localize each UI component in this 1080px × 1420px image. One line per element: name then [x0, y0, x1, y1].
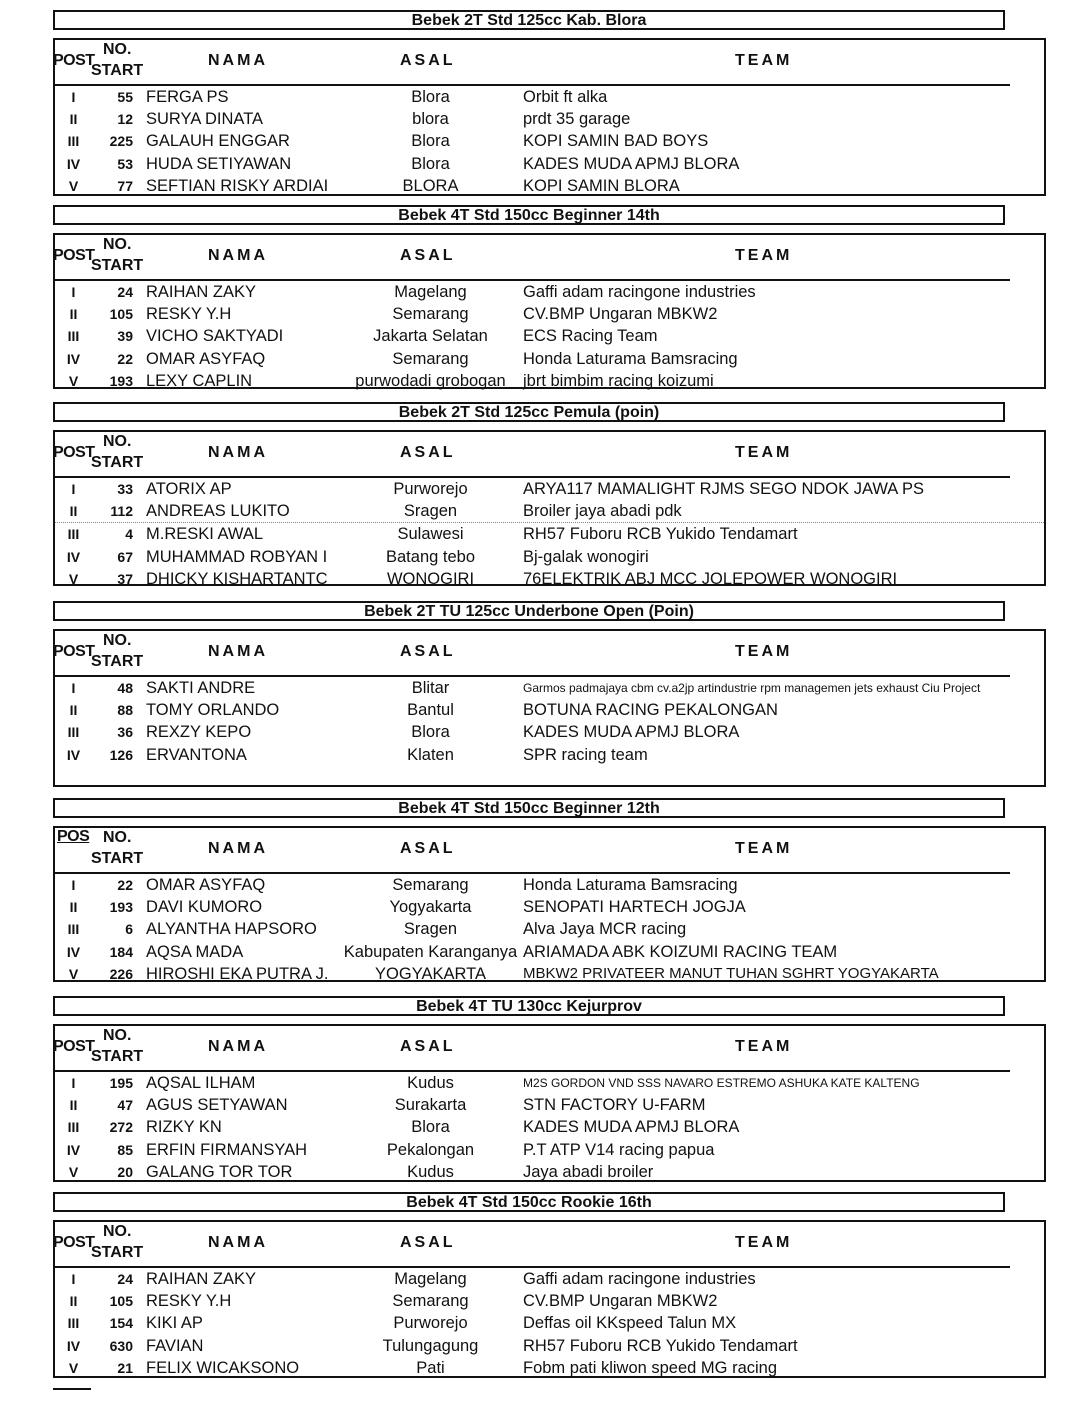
table-row: [55, 721, 1044, 743]
cell-start-number: 22: [117, 877, 133, 893]
cell-asal: BLORA: [402, 176, 459, 195]
table-row: [55, 744, 1044, 766]
cell-start-number: 112: [110, 503, 133, 520]
cell-nama: FELIX WICAKSONO: [146, 1358, 300, 1377]
cell-nama: GALAUH ENGGAR: [146, 132, 290, 151]
header-asal: ASAL: [400, 1234, 456, 1251]
cell-asal: Pati: [416, 1358, 445, 1377]
cell-pos: III: [67, 921, 80, 938]
cell-pos: II: [69, 899, 78, 916]
results-table: [53, 430, 1046, 586]
cell-start-number: 85: [117, 1141, 133, 1158]
cell-start-number: 21: [117, 1359, 133, 1376]
cell-pos: III: [67, 526, 80, 543]
table-row: [55, 478, 1044, 500]
cell-pos: III: [67, 1315, 80, 1332]
section-title: Bebek 4T TU 130cc Kejurprov: [53, 996, 1005, 1016]
cell-nama: MUHAMMAD ROBYAN I: [146, 547, 328, 566]
cell-start-number: 22: [117, 350, 133, 367]
cell-start-number: 55: [117, 89, 133, 105]
cell-nama: KIKI AP: [146, 1314, 203, 1333]
cell-pos: IV: [66, 1337, 81, 1354]
cell-start-number: 195: [109, 1075, 133, 1091]
cell-asal: Semarang: [392, 876, 469, 894]
table-row: [55, 874, 1044, 896]
cell-team: KADES MUDA APMJ BLORA: [523, 154, 740, 173]
header-pos: POST: [53, 1234, 95, 1251]
header-start: START: [91, 850, 144, 867]
header-asal: ASAL: [400, 52, 456, 69]
cell-start-number: 126: [109, 746, 133, 763]
cell-start-number: 48: [117, 680, 133, 696]
cell-start-number: 105: [109, 306, 133, 323]
table-row: [55, 1139, 1044, 1161]
cell-pos: II: [69, 1293, 78, 1310]
cell-nama: AQSAL ILHAM: [146, 1074, 256, 1092]
cell-team: Jaya abadi broiler: [523, 1162, 654, 1181]
header-no: NO.: [103, 1027, 132, 1044]
cell-pos: II: [69, 503, 78, 520]
table-row: [55, 1161, 1044, 1183]
table-header: [55, 1222, 1010, 1268]
header-team: TEAM: [735, 444, 793, 461]
cell-team: Honda Laturama Bamsracing: [523, 349, 738, 368]
cell-team: Gaffi adam racingone industries: [523, 1270, 756, 1288]
section-title: Bebek 2T Std 125cc Pemula (poin): [53, 402, 1005, 422]
cell-nama: REXZY KEPO: [146, 723, 252, 742]
cell-team: ARYA117 MAMALIGHT RJMS SEGO NDOK JAWA PS: [523, 480, 924, 498]
cell-team: P.T ATP V14 racing papua: [523, 1140, 715, 1159]
cell-nama: ANDREAS LUKITO: [146, 502, 290, 521]
table-row: [55, 1094, 1044, 1116]
header-asal: ASAL: [400, 444, 456, 461]
cell-pos: III: [67, 1119, 80, 1136]
header-no: NO.: [103, 632, 132, 649]
header-nama: NAMA: [208, 247, 268, 264]
cell-start-number: 184: [109, 943, 133, 960]
cell-nama: FAVIAN: [146, 1336, 204, 1355]
cell-nama: SEFTIAN RISKY ARDIAI: [146, 176, 329, 195]
cell-asal: Semarang: [392, 305, 469, 324]
cell-asal: Yogyakarta: [389, 898, 472, 917]
cell-pos: IV: [66, 155, 81, 172]
cell-nama: ERFIN FIRMANSYAH: [146, 1140, 308, 1159]
table-row: [55, 175, 1044, 197]
cell-nama: DAVI KUMORO: [146, 898, 263, 917]
header-nama: NAMA: [208, 1234, 268, 1251]
cell-team: KADES MUDA APMJ BLORA: [523, 723, 740, 742]
cell-asal: Kudus: [407, 1162, 454, 1181]
table-header: [55, 235, 1010, 281]
cell-pos: V: [68, 570, 79, 587]
cell-nama: M.RESKI AWAL: [146, 525, 264, 544]
table-row: [55, 1290, 1044, 1312]
cell-start-number: 33: [117, 481, 133, 497]
cell-team: Orbit ft alka: [523, 88, 608, 106]
header-asal: ASAL: [400, 1038, 456, 1055]
cell-pos: I: [71, 1075, 76, 1091]
results-table: [53, 629, 1046, 787]
cell-team: Gaffi adam racingone industries: [523, 283, 756, 301]
cell-asal: Jakarta Selatan: [373, 327, 488, 346]
cell-asal: Blora: [411, 154, 450, 173]
cell-team: BOTUNA RACING PEKALONGAN: [523, 701, 778, 720]
cell-asal: blora: [412, 110, 449, 129]
cell-asal: Purworejo: [393, 480, 468, 498]
cell-start-number: 630: [109, 1337, 133, 1354]
cell-nama: ATORIX AP: [146, 480, 232, 498]
cell-pos: IV: [66, 943, 81, 960]
cell-asal: Sragen: [403, 502, 458, 521]
cell-asal: WONOGIRI: [386, 569, 475, 588]
cell-nama: OMAR ASYFAQ: [146, 876, 266, 894]
cell-nama: GALANG TOR TOR: [146, 1162, 293, 1181]
table-row: [55, 325, 1044, 347]
cell-team: prdt 35 garage: [523, 110, 631, 129]
cell-start-number: 20: [117, 1163, 133, 1180]
cell-start-number: 226: [109, 965, 133, 982]
cell-pos: II: [69, 306, 78, 323]
header-pos: POST: [53, 444, 95, 461]
cell-asal: Tulungagung: [382, 1336, 479, 1355]
cell-start-number: 12: [117, 111, 133, 128]
cell-nama: HIROSHI EKA PUTRA J.: [146, 964, 329, 983]
cell-start-number: 193: [109, 899, 133, 916]
cell-team: Alva Jaya MCR racing: [523, 920, 687, 939]
cell-asal: Sragen: [403, 920, 458, 939]
cell-pos: V: [68, 372, 79, 389]
table-row: [55, 108, 1044, 130]
header-start: START: [91, 1048, 144, 1065]
cell-nama: DHICKY KISHARTANTC: [146, 569, 328, 588]
cell-pos: I: [71, 481, 76, 497]
cell-team: Honda Laturama Bamsracing: [523, 876, 738, 894]
cell-pos: III: [67, 724, 80, 741]
cell-team: Fobm pati kliwon speed MG racing: [523, 1358, 778, 1377]
cell-start-number: 47: [117, 1097, 133, 1114]
table-row: [55, 1357, 1044, 1379]
results-table: [53, 1024, 1046, 1182]
cell-start-number: 37: [117, 570, 133, 587]
cell-nama: SURYA DINATA: [146, 110, 264, 129]
table-header: [55, 1026, 1010, 1072]
cell-nama: VICHO SAKTYADI: [146, 327, 284, 346]
table-header: [55, 40, 1010, 86]
header-no: NO.: [103, 41, 132, 58]
cell-start-number: 154: [109, 1315, 133, 1332]
cell-nama: ALYANTHA HAPSORO: [146, 920, 317, 939]
cell-pos: II: [69, 111, 78, 128]
cell-asal: Purworejo: [393, 1314, 468, 1333]
table-row: [55, 370, 1044, 392]
cell-start-number: 225: [109, 133, 133, 150]
cell-asal: Klaten: [407, 745, 454, 764]
cell-nama: TOMY ORLANDO: [146, 701, 280, 720]
cell-pos: V: [68, 1163, 79, 1180]
cell-asal: Magelang: [394, 1270, 467, 1288]
table-row: [55, 348, 1044, 370]
cell-team: SPR racing team: [523, 745, 648, 764]
header-no: NO.: [103, 829, 132, 846]
header-no: NO.: [103, 1223, 132, 1240]
cell-nama: RIZKY KN: [146, 1118, 222, 1137]
results-table: [53, 38, 1046, 196]
cell-start-number: 53: [117, 155, 133, 172]
table-header: [55, 631, 1010, 677]
section-title: Bebek 2T TU 125cc Underbone Open (Poin): [53, 601, 1005, 621]
cell-team: Garmos padmajaya cbm cv.a2jp artindustrie rpm managemen jets exhaust Ciu Project: [523, 681, 981, 695]
cell-start-number: 24: [117, 284, 133, 300]
cell-start-number: 105: [109, 1293, 133, 1310]
cell-pos: IV: [66, 746, 81, 763]
table-row: [55, 546, 1044, 568]
cell-start-number: 67: [117, 548, 133, 565]
header-start: START: [91, 454, 144, 471]
results-table: [53, 233, 1046, 389]
table-row: [55, 500, 1044, 523]
header-nama: NAMA: [208, 1038, 268, 1055]
header-pos: POST: [53, 1038, 95, 1055]
cell-nama: AQSA MADA: [146, 942, 244, 961]
cell-pos: I: [71, 89, 76, 105]
cell-nama: SAKTI ANDRE: [146, 679, 256, 697]
cell-team: MBKW2 PRIVATEER MANUT TUHAN SGHRT YOGYAKARTA: [523, 964, 939, 982]
section-title: Bebek 4T Std 150cc Beginner 12th: [53, 798, 1005, 818]
header-start: START: [91, 653, 144, 670]
cell-asal: Magelang: [394, 283, 467, 301]
table-row: [55, 1312, 1044, 1334]
header-pos: POST: [53, 52, 95, 69]
header-team: TEAM: [735, 247, 793, 264]
cell-asal: Blora: [411, 132, 450, 151]
cell-nama: RAIHAN ZAKY: [146, 283, 257, 301]
cell-team: RH57 Fuboru RCB Yukido Tendamart: [523, 525, 798, 544]
cell-pos: IV: [66, 1141, 81, 1158]
cell-nama: RAIHAN ZAKY: [146, 1270, 257, 1288]
section-title: Bebek 4T Std 150cc Beginner 14th: [53, 205, 1005, 225]
cell-asal: Pekalongan: [386, 1140, 475, 1159]
cell-asal: Bantul: [407, 701, 454, 720]
cell-pos: III: [67, 133, 80, 150]
header-team: TEAM: [735, 840, 793, 857]
cell-pos: III: [67, 328, 80, 345]
cell-team: M2S GORDON VND SSS NAVARO ESTREMO ASHUKA KATE KALTENG: [523, 1076, 920, 1090]
table-row: [55, 568, 1044, 590]
table-row: [55, 1268, 1044, 1290]
cell-pos: I: [71, 877, 76, 893]
table-row: [55, 1116, 1044, 1138]
cell-asal: Blitar: [411, 679, 450, 697]
cell-team: Deffas oil KKspeed Talun MX: [523, 1314, 737, 1333]
cell-team: CV.BMP Ungaran MBKW2: [523, 305, 718, 324]
cell-asal: Semarang: [392, 349, 469, 368]
cell-team: STN FACTORY U-FARM: [523, 1096, 706, 1115]
table-header: [55, 432, 1010, 478]
cell-pos: II: [69, 1097, 78, 1114]
table-row: [55, 941, 1044, 963]
cell-start-number: 193: [109, 372, 133, 389]
cell-nama: FERGA PS: [146, 88, 229, 106]
table-header: [55, 828, 1010, 874]
header-no: NO.: [103, 433, 132, 450]
header-asal: ASAL: [400, 643, 456, 660]
cell-asal: Surakarta: [394, 1096, 467, 1115]
cell-start-number: 39: [117, 328, 133, 345]
cell-team: KADES MUDA APMJ BLORA: [523, 1118, 740, 1137]
table-row: [55, 896, 1044, 918]
cell-team: KOPI SAMIN BAD BOYS: [523, 132, 709, 151]
table-row: [55, 303, 1044, 325]
cell-asal: Semarang: [392, 1292, 469, 1311]
header-no: NO.: [103, 236, 132, 253]
results-table: [53, 1220, 1046, 1378]
cell-asal: Batang tebo: [386, 547, 475, 566]
header-nama: NAMA: [208, 444, 268, 461]
header-nama: NAMA: [208, 643, 268, 660]
header-team: TEAM: [735, 52, 793, 69]
cell-nama: LEXY CAPLIN: [146, 371, 253, 390]
cell-pos: I: [71, 1271, 76, 1287]
cell-team: KOPI SAMIN BLORA: [523, 176, 680, 195]
cell-asal: Blora: [411, 723, 450, 742]
header-nama: NAMA: [208, 52, 268, 69]
header-pos: POST: [53, 643, 95, 660]
header-nama: NAMA: [208, 840, 268, 857]
cell-team: 76ELEKTRIK ABJ MCC JOLEPOWER WONOGIRI: [523, 569, 898, 588]
cell-team: jbrt bimbim racing koizumi: [523, 371, 714, 390]
table-row: [55, 918, 1044, 940]
cell-team: CV.BMP Ungaran MBKW2: [523, 1292, 718, 1311]
header-asal: ASAL: [400, 840, 456, 857]
cell-start-number: 36: [117, 724, 133, 741]
header-pos: POS: [57, 828, 90, 845]
footer-divider: [53, 1388, 91, 1390]
table-row: [55, 699, 1044, 721]
cell-asal: purwodadi grobogan: [355, 371, 506, 390]
table-row: [55, 523, 1044, 545]
cell-pos: V: [68, 177, 79, 194]
cell-start-number: 6: [125, 921, 133, 938]
cell-nama: AGUS SETYAWAN: [146, 1096, 288, 1115]
cell-nama: HUDA SETIYAWAN: [146, 154, 292, 173]
section-title: Bebek 4T Std 150cc Rookie 16th: [53, 1192, 1005, 1212]
cell-asal: Sulawesi: [397, 525, 464, 544]
cell-asal: Blora: [411, 88, 450, 106]
header-team: TEAM: [735, 1038, 793, 1055]
header-start: START: [91, 1244, 144, 1261]
header-pos: POST: [53, 247, 95, 264]
cell-team: SENOPATI HARTECH JOGJA: [523, 898, 746, 917]
cell-pos: V: [68, 965, 79, 982]
header-asal: ASAL: [400, 247, 456, 264]
table-row: [55, 1072, 1044, 1094]
header-start: START: [91, 257, 144, 274]
cell-team: RH57 Fuboru RCB Yukido Tendamart: [523, 1336, 798, 1355]
cell-pos: V: [68, 1359, 79, 1376]
table-row: [55, 86, 1044, 108]
table-row: [55, 153, 1044, 175]
cell-pos: IV: [66, 350, 81, 367]
cell-team: ECS Racing Team: [523, 327, 658, 346]
cell-asal: Kabupaten Karanganya: [343, 942, 518, 961]
cell-start-number: 24: [117, 1271, 133, 1287]
cell-team: ARIAMADA ABK KOIZUMI RACING TEAM: [523, 942, 838, 961]
cell-asal: YOGYAKARTA: [375, 964, 486, 983]
cell-nama: ERVANTONA: [146, 745, 247, 764]
cell-start-number: 272: [109, 1119, 133, 1136]
section-title: Bebek 2T Std 125cc Kab. Blora: [53, 10, 1005, 30]
cell-team: Bj-galak wonogiri: [523, 547, 649, 566]
table-row: [55, 281, 1044, 303]
cell-pos: I: [71, 284, 76, 300]
cell-pos: I: [71, 680, 76, 696]
cell-start-number: 77: [117, 177, 133, 194]
header-team: TEAM: [735, 1234, 793, 1251]
table-row: [55, 130, 1044, 152]
cell-pos: II: [69, 702, 78, 719]
cell-start-number: 88: [117, 702, 133, 719]
cell-start-number: 4: [125, 526, 133, 543]
cell-team: Broiler jaya abadi pdk: [523, 502, 682, 521]
table-row: [55, 1335, 1044, 1357]
cell-nama: RESKY Y.H: [146, 305, 232, 324]
cell-asal: Kudus: [407, 1074, 454, 1092]
cell-asal: Blora: [411, 1118, 450, 1137]
header-start: START: [91, 62, 144, 79]
cell-nama: OMAR ASYFAQ: [146, 349, 266, 368]
header-team: TEAM: [735, 643, 793, 660]
cell-nama: RESKY Y.H: [146, 1292, 232, 1311]
results-table: [53, 826, 1046, 982]
cell-pos: IV: [66, 548, 81, 565]
table-row: [55, 963, 1044, 985]
table-row: [55, 677, 1044, 699]
